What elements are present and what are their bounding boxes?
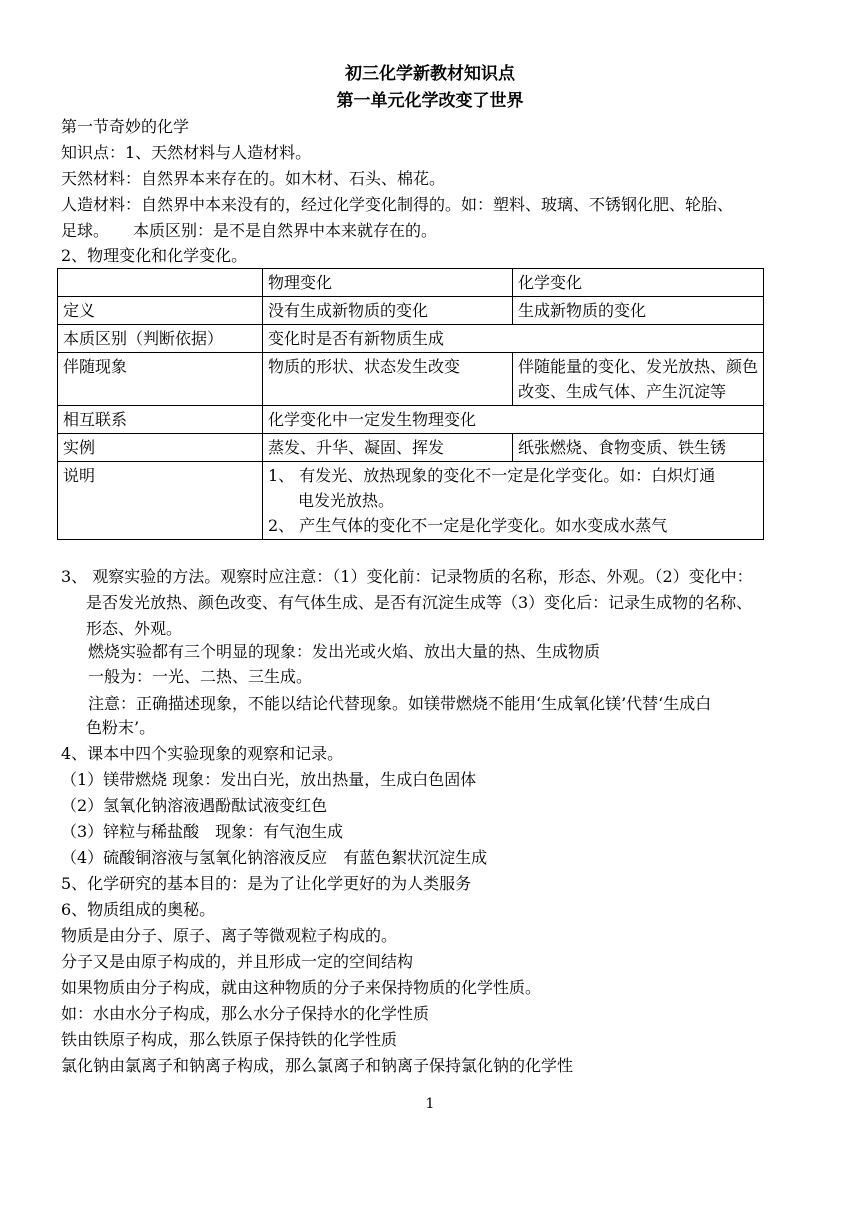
paragraph: 足球。 本质区别：是不是自然界中本来就存在的。	[61, 221, 438, 240]
table-header-cell: 物理变化	[263, 269, 513, 297]
row-label: 相互联系	[58, 406, 263, 434]
row-label: 实例	[58, 434, 263, 462]
table-row	[58, 462, 764, 540]
table-cell: 伴随能量的变化、发光放热、颜色改变、生成气体、产生沉淀等	[513, 353, 764, 406]
table-header-cell	[58, 269, 263, 297]
list-item: （1）镁带燃烧 现象：发出白光，放出热量，生成白色固体	[61, 770, 477, 789]
table-row	[58, 297, 764, 325]
list-item: （3）锌粒与稀盐酸 现象：有气泡生成	[61, 822, 344, 841]
table-row	[58, 434, 764, 462]
row-label: 伴随现象	[58, 353, 263, 406]
note-item: 1、 有发光、放热现象的变化不一定是化学变化。如：白炽灯通	[268, 466, 716, 485]
table-header-row	[58, 269, 764, 297]
table-cell: 变化时是否有新物质生成	[263, 325, 764, 353]
paragraph: 氯化钠由氯离子和钠离子构成，那么氯离子和钠离子保持氯化钠的化学性	[61, 1056, 574, 1075]
paragraph: 4、课本中四个实验现象的观察和记录。	[61, 744, 344, 763]
table-cell: 生成新物质的变化	[513, 297, 764, 325]
unit-title: 第一单元化学改变了世界	[336, 91, 524, 111]
table-cell: 蒸发、升华、凝固、挥发	[263, 434, 513, 462]
section-heading: 第一节奇妙的化学	[61, 117, 190, 136]
document-title: 初三化学新教材知识点	[345, 64, 515, 84]
paragraph: 天然材料：自然界本来存在的。如木材、石头、棉花。	[61, 169, 446, 188]
table-cell: 化学变化中一定发生物理变化	[263, 406, 764, 434]
table-row	[58, 325, 764, 353]
comparison-table	[57, 268, 764, 540]
paragraph: 形态、外观。	[86, 619, 183, 638]
list-item: （2）氢氧化钠溶液遇酚酞试液变红色	[61, 796, 328, 815]
note-item-continued: 电发光放热。	[298, 491, 395, 510]
table-cell: 物质的形状、状态发生改变	[263, 353, 513, 406]
table-cell: 纸张燃烧、食物变质、铁生锈	[513, 434, 764, 462]
paragraph: 人造材料：自然界中本来没有的，经过化学变化制得的。如：塑料、玻璃、不锈钢化肥、轮胎、	[61, 195, 734, 214]
page-number: 1	[425, 1096, 435, 1112]
table-row	[58, 406, 764, 434]
paragraph: 燃烧实验都有三个明显的现象：发出光或火焰、放出大量的热、生成物质	[88, 642, 601, 661]
note-item: 2、 产生气体的变化不一定是化学变化。如水变成水蒸气	[268, 516, 668, 535]
paragraph: 3、 观察实验的方法。观察时应注意：（1）变化前：记录物质的名称，形态、外观。（2）变化中：	[61, 567, 753, 586]
paragraph: 一般为：一光、二热、三生成。	[88, 667, 313, 686]
table-row	[58, 353, 764, 406]
row-label: 本质区别（判断依据）	[58, 325, 263, 353]
table-header-cell: 化学变化	[513, 269, 764, 297]
paragraph: 分子又是由原子构成的，并且形成一定的空间结构	[61, 952, 414, 971]
paragraph: 铁由铁原子构成，那么铁原子保持铁的化学性质	[61, 1030, 398, 1049]
paragraph: 5、化学研究的基本目的：是为了让化学更好的为人类服务	[61, 874, 472, 893]
list-item: （4）硫酸铜溶液与氢氧化钠溶液反应 有蓝色絮状沉淀生成	[61, 848, 488, 867]
table-cell: 没有生成新物质的变化	[263, 297, 513, 325]
row-label: 定义	[58, 297, 263, 325]
paragraph: 物质是由分子、原子、离子等微观粒子构成的。	[61, 926, 398, 945]
paragraph: 6、物质组成的奥秘。	[61, 900, 216, 919]
paragraph: 注意：正确描述现象，不能以结论代替现象。如镁带燃烧不能用‘生成氧化镁’代替‘生成白	[88, 694, 712, 713]
paragraph: 知识点：1、天然材料与人造材料。	[61, 143, 312, 162]
paragraph: 如：水由水分子构成，那么水分子保持水的化学性质	[61, 1004, 430, 1023]
paragraph: 2、物理变化和化学变化。	[61, 246, 248, 265]
paragraph: 色粉末’。	[86, 718, 156, 737]
paragraph: 如果物质由分子构成，就由这种物质的分子来保持物质的化学性质。	[61, 978, 542, 997]
paragraph: 是否发光放热、颜色改变、有气体生成、是否有沉淀生成等（3）变化后：记录生成物的名称、	[86, 593, 753, 612]
table-cell	[263, 462, 764, 540]
row-label: 说明	[58, 462, 263, 540]
